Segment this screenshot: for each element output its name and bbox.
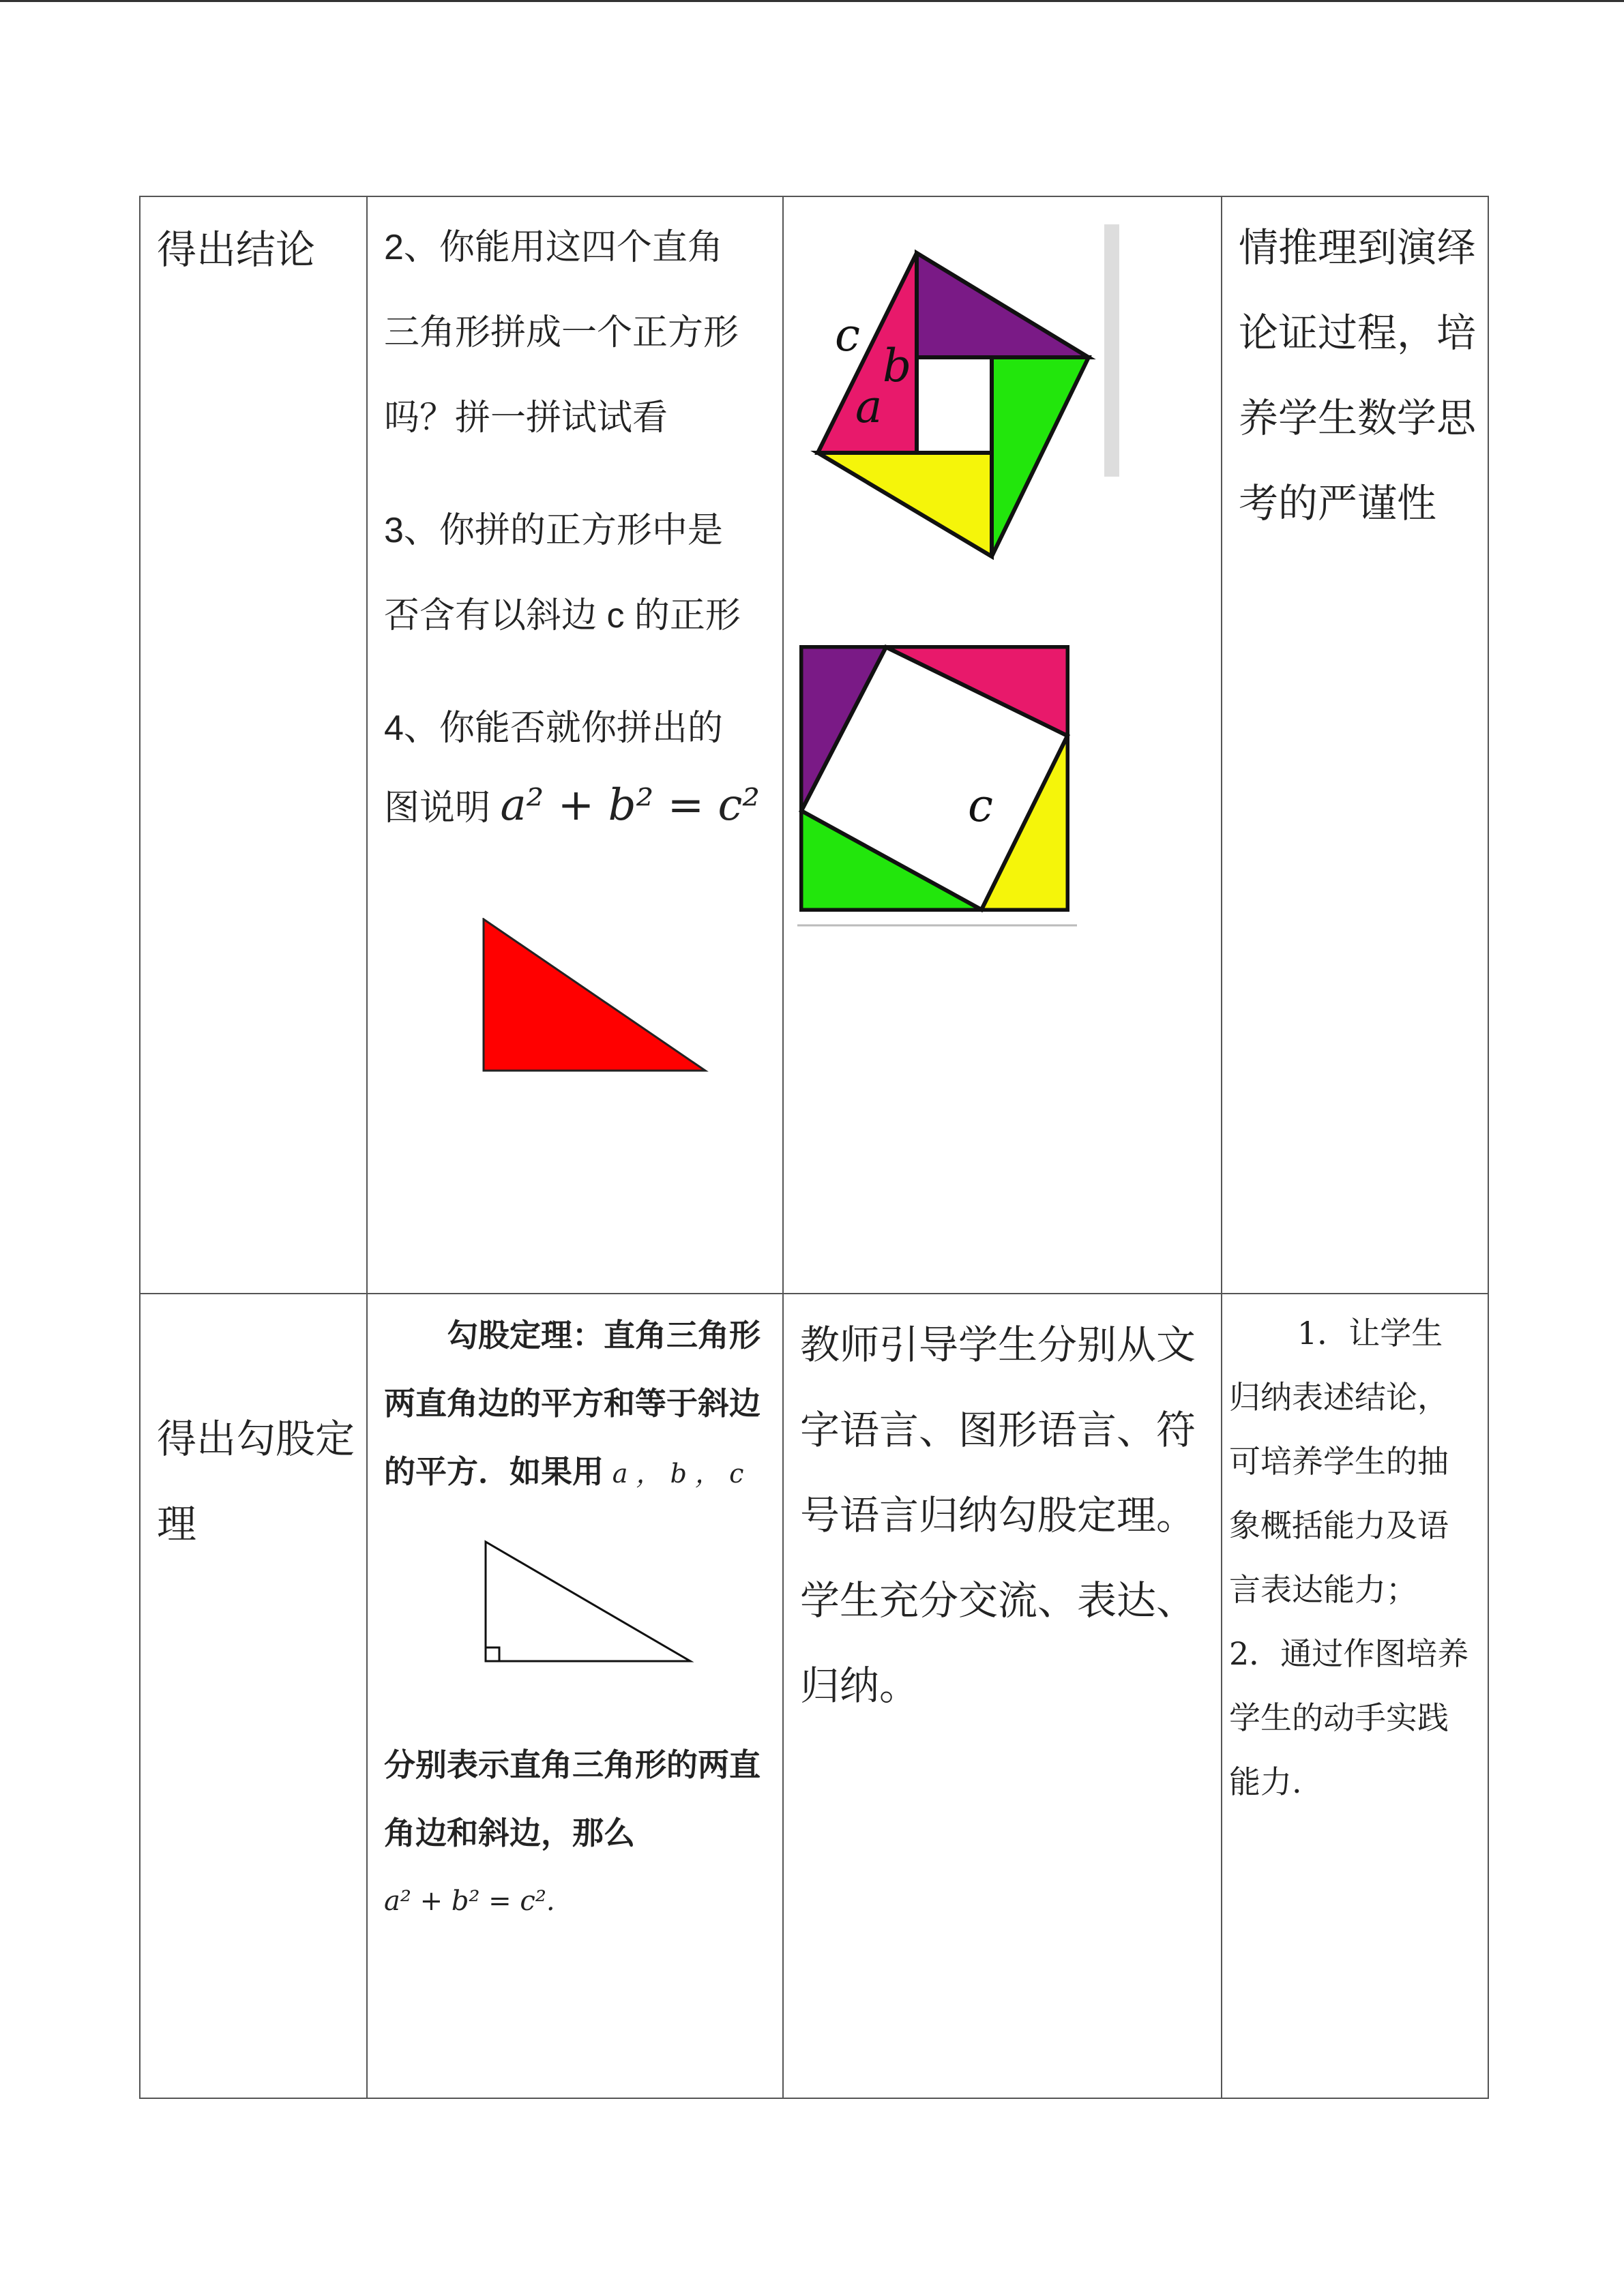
stage-label: 得出结论	[157, 226, 316, 273]
theorem-line-3	[384, 1437, 782, 1508]
teacher-line: 归纳。	[800, 1663, 919, 1709]
figures-cell	[783, 196, 1222, 1294]
intent-line: 2．通过作图培养	[1229, 1635, 1469, 1672]
question-3-line-1: 3、你拼的正方形中是	[384, 511, 723, 550]
lesson-plan-table	[139, 196, 1489, 2099]
activity-cell	[367, 1294, 783, 2098]
intent-line: 象概括能力及语	[1229, 1507, 1449, 1544]
intent-line: 论证过程，培	[1239, 310, 1477, 356]
theorem-line-2: 两直角边的平方和等于斜边	[384, 1386, 761, 1421]
label-c: c	[835, 309, 860, 361]
teacher-line: 号语言归纳勾股定理。	[800, 1492, 1196, 1538]
variable-names: a ， b ， c	[612, 1459, 744, 1489]
activity-cell	[367, 196, 783, 1294]
teacher-line: 学生充分交流、表达、	[800, 1577, 1196, 1624]
question-4-text: 图说明	[384, 788, 491, 828]
question-4-line-2	[384, 771, 782, 842]
pythagoras-arrangement-figure-2	[797, 627, 1084, 927]
label-b: b	[883, 340, 912, 392]
stage-cell	[140, 1294, 367, 2098]
intent-line: 1．让学生	[1297, 1315, 1443, 1352]
intent-line: 学生的动手实践	[1229, 1699, 1449, 1736]
question-4-line-1: 4、你能否就你拼出的	[384, 709, 723, 748]
question-3-line-2: 否含有以斜边 c 的正形	[384, 596, 741, 636]
intent-line: 可培养学生的抽	[1229, 1443, 1449, 1480]
table-row	[140, 196, 1488, 1294]
right-triangle-outline	[484, 1540, 702, 1669]
theorem-text: 的平方．如果用	[384, 1454, 604, 1489]
pythagorean-formula: a² + b² = c²	[500, 780, 761, 831]
teacher-cell	[783, 1294, 1222, 2098]
teacher-line: 教师引导学生分别从文	[800, 1322, 1196, 1368]
label-c-2: c	[968, 779, 993, 832]
intent-line: 考的严谨性	[1239, 480, 1437, 526]
teacher-line: 字语言、图形语言、符	[800, 1407, 1196, 1453]
question-2-line-2: 三角形拼成一个正方形	[384, 313, 739, 353]
after-line-2: 角边和斜边，那么	[384, 1815, 635, 1851]
red-right-triangle	[482, 918, 725, 1073]
intent-line: 归纳表述结论，	[1229, 1379, 1449, 1416]
stage-cell	[140, 196, 367, 1294]
page-top-border	[0, 0, 1624, 2]
after-line-1: 分别表示直角三角形的两直	[384, 1747, 761, 1783]
theorem-formula: a² + b² = c².	[384, 1885, 555, 1917]
stage-label-line-1: 得出勾股定	[157, 1416, 355, 1462]
intent-cell	[1222, 196, 1488, 1294]
intent-line: 情推理到演绎	[1239, 224, 1477, 271]
question-2-line-1: 2、你能用这四个直角	[384, 228, 723, 267]
label-a: a	[855, 381, 883, 433]
intent-cell	[1222, 1294, 1488, 2098]
table-row	[140, 1294, 1488, 2098]
question-2-line-3: 吗？拼一拼试试看	[384, 398, 668, 438]
intent-line: 养学生数学思	[1239, 395, 1477, 441]
stage-label-line-2: 理	[157, 1501, 197, 1547]
intent-line: 能力.	[1229, 1763, 1302, 1800]
intent-line: 言表达能力；	[1229, 1571, 1417, 1608]
pythagoras-arrangement-figure-1	[804, 218, 1159, 572]
theorem-line-1: 勾股定理：直角三角形	[447, 1317, 761, 1353]
